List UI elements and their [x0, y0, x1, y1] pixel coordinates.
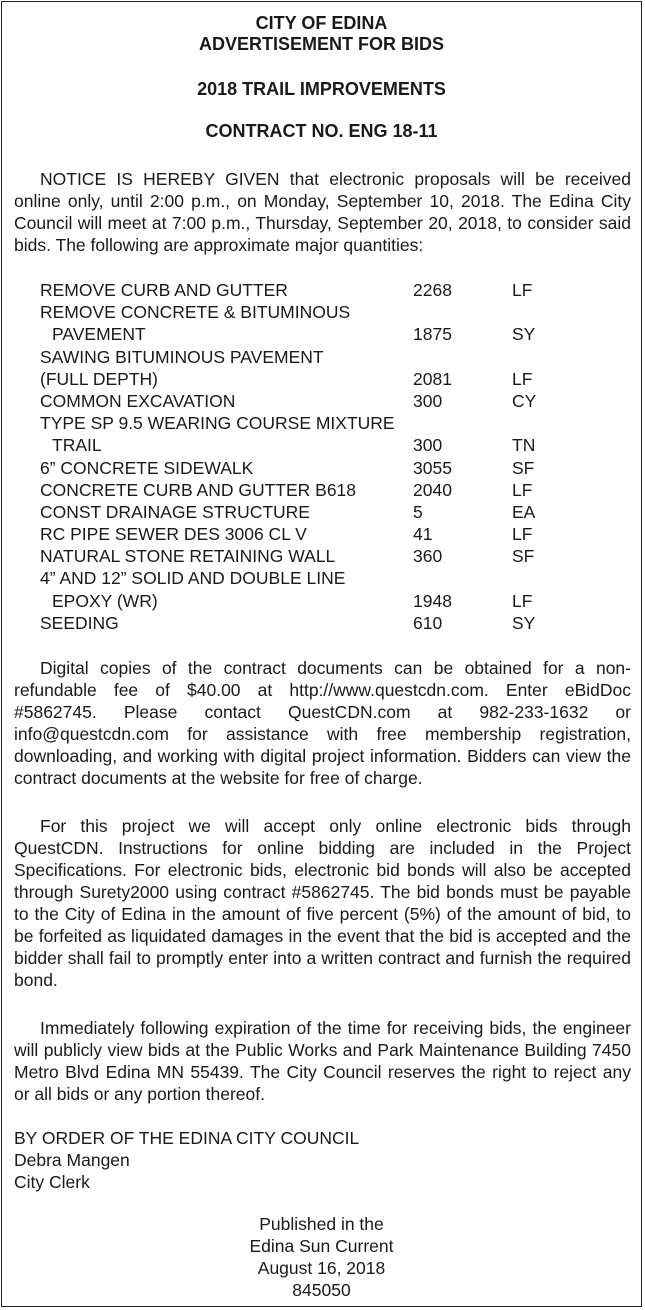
quantity-unit: TN [512, 435, 536, 456]
quantity-item: SAWING BITUMINOUS PAVEMENT [40, 346, 324, 367]
quantity-amount: 2040 [413, 479, 452, 500]
project-title: 2018 TRAIL IMPROVEMENTS [197, 79, 446, 99]
quantity-amount: 41 [413, 524, 433, 545]
quantity-amount: 2268 [413, 280, 452, 300]
quantity-amount: 1875 [413, 324, 452, 345]
publication-id: 845050 [292, 1280, 351, 1300]
clerk-title: City Clerk [14, 1172, 90, 1192]
quantity-item: 4” AND 12” SOLID AND DOUBLE LINE [40, 568, 346, 589]
publication-line: Published in the [259, 1214, 384, 1234]
notice-heading [2, 13, 641, 55]
quantity-unit: SY [512, 324, 536, 345]
quantity-amount: 300 [413, 390, 443, 411]
clerk-name: Debra Mangen [14, 1150, 130, 1170]
intro-paragraph: NOTICE IS HEREBY GIVEN that electronic proposals will be received online only, until 2:00 p.m., on Monday, September 10, 2018. The Edina City Council will meet at 7:00 p.m., Thursday, September 20, 2018, to consider said bids. The following are approximate major quantities: [14, 169, 631, 255]
quantity-unit: LF [512, 368, 533, 389]
city-name: CITY OF EDINA [255, 13, 388, 33]
quantity-unit: SF [512, 457, 535, 478]
quantity-row [40, 612, 600, 634]
quantity-row [40, 545, 600, 567]
quantity-row [40, 412, 600, 434]
quantity-unit: LF [512, 590, 533, 611]
quantity-item: CONCRETE CURB AND GUTTER B618 [40, 479, 357, 500]
quantity-item: TRAIL [52, 435, 102, 456]
quantity-amount: 1948 [413, 590, 452, 611]
quantity-amount: 360 [413, 546, 443, 567]
quantity-amount: 3055 [413, 457, 452, 478]
quantity-item: (FULL DEPTH) [40, 368, 158, 389]
quantity-row [40, 279, 600, 301]
quantity-unit: LF [512, 280, 533, 300]
quantity-row [40, 368, 600, 390]
quantity-row [40, 523, 600, 545]
quantity-unit: SY [512, 612, 536, 633]
quantity-item: TYPE SP 9.5 WEARING COURSE MIXTURE [40, 413, 395, 434]
quantity-unit: LF [512, 524, 533, 545]
quantity-item: CONST DRAINAGE STRUCTURE [40, 501, 310, 522]
quantity-row [40, 567, 600, 589]
quantity-row [40, 323, 600, 345]
quantity-row [40, 346, 600, 368]
publication-info [2, 1213, 641, 1301]
quantity-item: NATURAL STONE RETAINING WALL [40, 546, 336, 567]
quantity-item: REMOVE CURB AND GUTTER [40, 280, 288, 300]
quantity-amount: 2081 [413, 368, 452, 389]
quantity-row [40, 501, 600, 523]
quantity-unit: CY [512, 390, 537, 411]
quantity-amount: 300 [413, 435, 443, 456]
quantity-item: REMOVE CONCRETE & BITUMINOUS [40, 302, 351, 323]
online-bids-paragraph: For this project we will accept only online electronic bids through QuestCDN. Instructions for online bidding are included in the Project Specifications. For electronic bids, electronic bid bonds will also be accepted through Surety2000 using contract #5862745. The bid bonds must be payable to the City of Edina in the amount of five percent (5%) of the amount of bid, to be forfeited as liquidated damages in the event that the bid is accepted and the bidder shall fail to promptly enter into a written contract and furnish the required bond. [14, 816, 631, 990]
quantity-item: EPOXY (WR) [52, 590, 158, 611]
quantity-unit: LF [512, 479, 533, 500]
publication-date: August 16, 2018 [257, 1258, 386, 1278]
quantity-item: RC PIPE SEWER DES 3006 CL V [40, 524, 307, 545]
quantity-row [40, 457, 600, 479]
quantity-item: COMMON EXCAVATION [40, 390, 236, 411]
quantity-item: PAVEMENT [52, 324, 146, 345]
signature-block [14, 1127, 359, 1193]
quantity-unit: EA [512, 501, 536, 522]
quantity-row [40, 590, 600, 612]
bid-opening-paragraph: Immediately following expiration of the time for receiving bids, the engineer will publicly view bids at the Public Works and Park Maintenance Building 7450 Metro Blvd Edina MN 55439. The City Council reserves the right to reject any or all bids or any portion thereof. [14, 1018, 631, 1104]
quantity-row [40, 434, 600, 456]
bid-advertisement-notice [1, 1, 642, 1307]
quantity-row [40, 301, 600, 323]
quantities-table [40, 279, 600, 634]
digital-copies-paragraph: Digital copies of the contract documents can be obtained for a non-refundable fee of $40.00 at http://www.questcdn.com. Enter eBidDoc #5862745. Please contact QuestCDN.com at 982-233-1632 or info@questcdn.com for assistance with free membership registration, downloading, and working with digital project information. Bidders can view the contract documents at the website for free of charge. [14, 658, 631, 788]
quantity-item: 6” CONCRETE SIDEWALK [40, 457, 254, 478]
quantity-row [40, 479, 600, 501]
quantity-unit: SF [512, 546, 535, 567]
order-line: BY ORDER OF THE EDINA CITY COUNCIL [14, 1128, 360, 1148]
quantity-amount: 610 [413, 612, 443, 633]
publication-name: Edina Sun Current [249, 1236, 394, 1256]
notice-type: ADVERTISEMENT FOR BIDS [198, 34, 444, 54]
contract-number: CONTRACT NO. ENG 18-11 [205, 121, 438, 141]
quantity-row [40, 390, 600, 412]
quantity-amount: 5 [413, 501, 423, 522]
quantity-item: SEEDING [40, 612, 119, 633]
